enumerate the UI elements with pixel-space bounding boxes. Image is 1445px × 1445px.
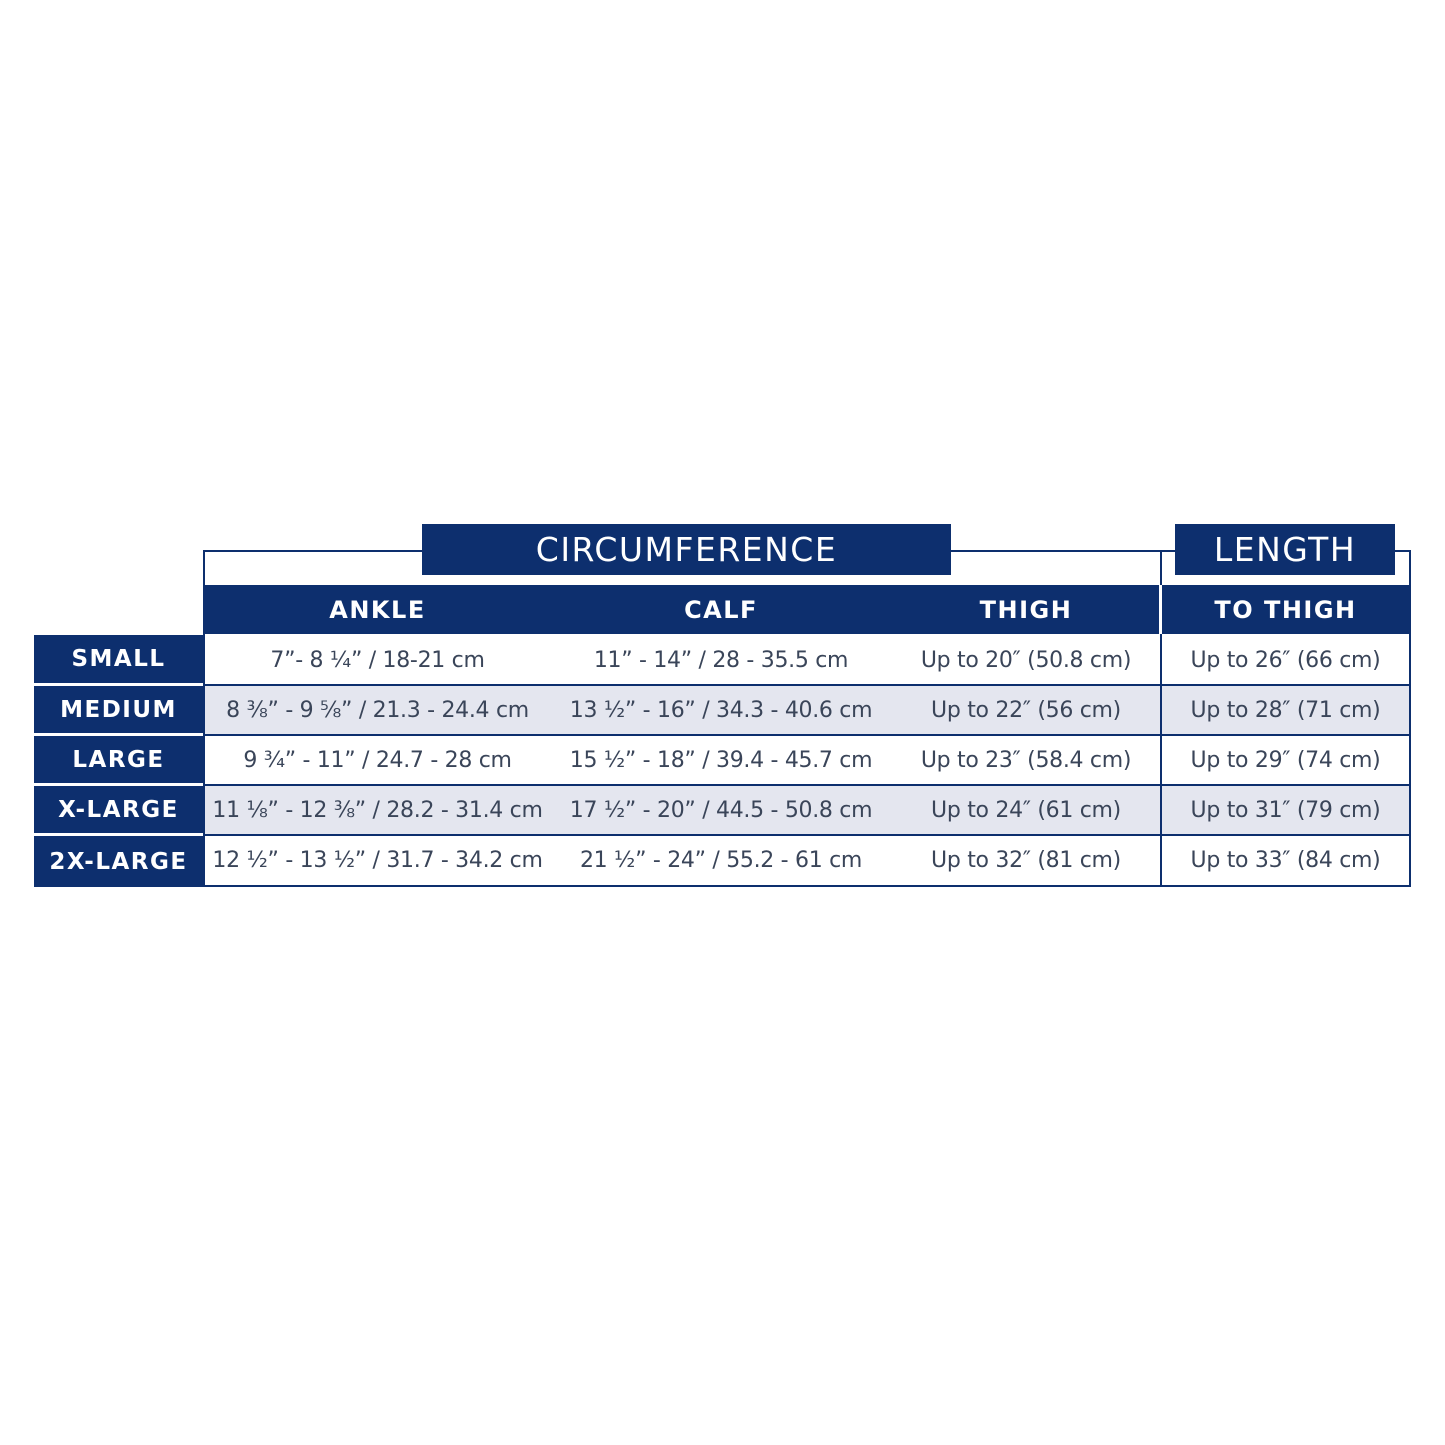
cell-medium-ankle: 8 ⅜” - 9 ⅝” / 21.3 - 24.4 cm [226, 697, 529, 723]
circumference-title: CIRCUMFERENCE [422, 524, 951, 575]
cell-medium-thigh: Up to 22″ (56 cm) [931, 697, 1121, 723]
cell-small-calf: 11” - 14” / 28 - 35.5 cm [593, 647, 849, 673]
cell-large-ankle: 9 ¾” - 11” / 24.7 - 28 cm [243, 747, 512, 773]
length-title: LENGTH [1175, 524, 1395, 575]
row-label-x-large: X-LARGE [34, 786, 203, 833]
cell-2x-large-thigh: Up to 32″ (81 cm) [931, 848, 1121, 873]
row-label-small: SMALL [34, 635, 203, 683]
cell-small-ankle: 7”- 8 ¼” / 18-21 cm [270, 647, 485, 673]
cell-2x-large-to-thigh: Up to 33″ (84 cm) [1190, 848, 1381, 873]
cell-x-large-thigh: Up to 24″ (61 cm) [931, 797, 1121, 823]
column-header-thigh: THIGH [979, 595, 1073, 624]
column-header-calf: CALF [684, 595, 758, 624]
row-label-2x-large: 2X-LARGE [34, 836, 203, 887]
cell-medium-calf: 13 ½” - 16” / 34.3 - 40.6 cm [569, 697, 873, 723]
cell-medium-to-thigh: Up to 28″ (71 cm) [1190, 697, 1381, 723]
row-label-medium: MEDIUM [34, 686, 203, 733]
cell-x-large-to-thigh: Up to 31″ (79 cm) [1190, 797, 1381, 823]
cell-2x-large-calf: 21 ½” - 24” / 55.2 - 61 cm [579, 848, 863, 873]
cell-x-large-calf: 17 ½” - 20” / 44.5 - 50.8 cm [569, 797, 873, 823]
column-header-to-thigh: TO THIGH [1214, 595, 1357, 624]
header-separator [1159, 585, 1162, 634]
cell-x-large-ankle: 11 ⅛” - 12 ⅜” / 28.2 - 31.4 cm [212, 797, 543, 823]
column-header-ankle: ANKLE [329, 595, 426, 624]
cell-small-to-thigh: Up to 26″ (66 cm) [1190, 647, 1381, 673]
cell-large-calf: 15 ½” - 18” / 39.4 - 45.7 cm [569, 747, 873, 773]
row-label-large: LARGE [34, 736, 203, 783]
cell-large-to-thigh: Up to 29″ (74 cm) [1190, 747, 1381, 773]
cell-small-thigh: Up to 20″ (50.8 cm) [920, 647, 1132, 673]
cell-large-thigh: Up to 23″ (58.4 cm) [920, 747, 1132, 773]
cell-2x-large-ankle: 12 ½” - 13 ½” / 31.7 - 34.2 cm [212, 848, 543, 873]
